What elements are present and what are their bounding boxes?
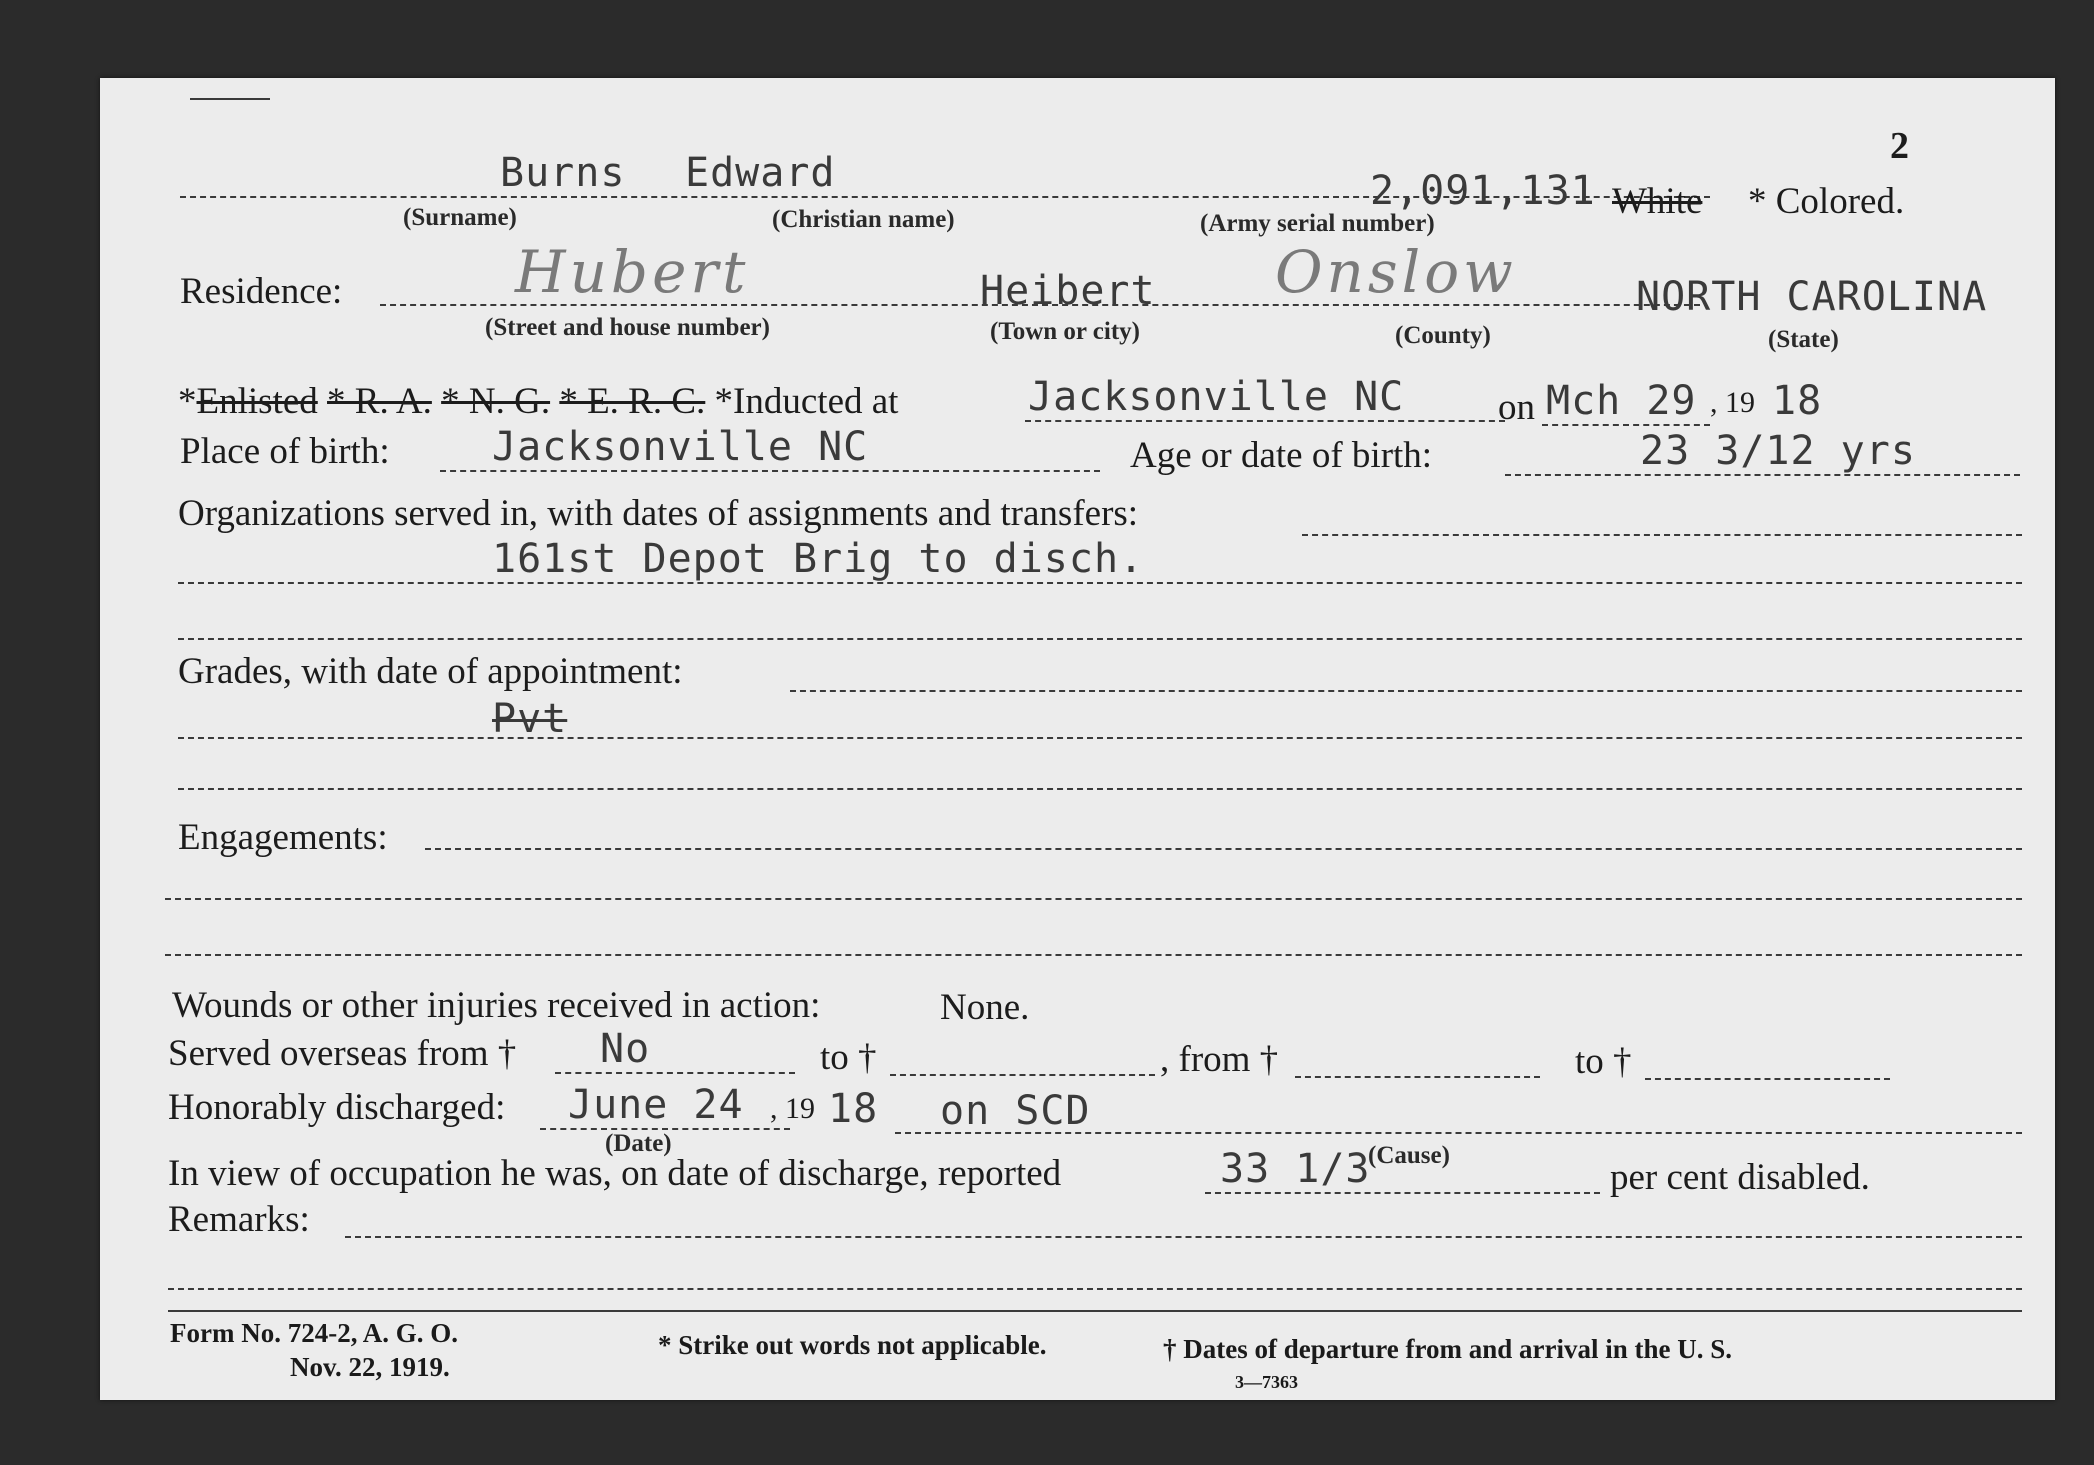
erc-option: * E. R. C. xyxy=(559,381,706,422)
birth-place-label: Place of birth: xyxy=(180,431,390,472)
remarks-line-1 xyxy=(345,1236,2022,1238)
enlisted-option: Enlisted xyxy=(196,381,318,422)
engagements-label: Engagements: xyxy=(178,817,388,858)
grades-line-3 xyxy=(178,788,2022,790)
card-number: 2 xyxy=(1890,125,1909,167)
discharge-cause-value: on SCD xyxy=(940,1088,1091,1134)
inducted-place-value: Jacksonville NC xyxy=(1028,374,1405,420)
grades-line-2 xyxy=(178,737,2022,739)
overseas-to-line-2 xyxy=(1645,1078,1890,1080)
caption-date: (Date) xyxy=(605,1130,672,1157)
overseas-from-value: No xyxy=(600,1026,651,1072)
age-label: Age or date of birth: xyxy=(1130,435,1433,476)
grades-value: Pvt xyxy=(492,696,568,742)
christian-name-value: Edward xyxy=(685,150,836,196)
induction-date-value: Mch 29 xyxy=(1546,378,1697,424)
induction-year-prefix: , 19 xyxy=(1710,386,1755,419)
overseas-from-line xyxy=(555,1072,795,1074)
overseas-from-label-2: , from † xyxy=(1160,1039,1279,1080)
on-label: on xyxy=(1498,387,1535,428)
ng-option: * N. G. xyxy=(441,381,551,422)
organizations-line-2 xyxy=(178,582,2022,584)
caption-town: (Town or city) xyxy=(990,318,1140,345)
remarks-label: Remarks: xyxy=(168,1199,310,1240)
caption-serial: (Army serial number) xyxy=(1200,210,1435,237)
age-value: 23 3/12 yrs xyxy=(1640,428,1916,474)
form-date: Nov. 22, 1919. xyxy=(290,1352,450,1382)
residence-county-handwritten: Onslow xyxy=(1275,238,1517,306)
organizations-value: 161st Depot Brig to disch. xyxy=(492,536,1145,582)
engagements-line-3 xyxy=(165,954,2022,956)
overseas-label: Served overseas from † xyxy=(168,1033,517,1074)
ra-option: * R. A. xyxy=(327,381,432,422)
age-line xyxy=(1505,474,2020,476)
remarks-line-2 xyxy=(168,1288,2022,1290)
print-code: 3—7363 xyxy=(1235,1372,1298,1392)
discharge-date-value: June 24 xyxy=(568,1082,744,1128)
organizations-line-3 xyxy=(178,638,2022,640)
overseas-from-line-2 xyxy=(1295,1076,1540,1078)
residence-street-handwritten: Hubert xyxy=(515,238,750,306)
race-colored: * Colored. xyxy=(1748,181,1905,222)
residence-state-value: NORTH CAROLINA xyxy=(1636,274,1988,320)
discharge-year-prefix: , 19 xyxy=(770,1092,815,1125)
caption-street: (Street and house number) xyxy=(485,314,770,341)
grades-label: Grades, with date of appointment: xyxy=(178,651,683,692)
induction-year-value: 18 xyxy=(1772,378,1823,424)
race-white: White xyxy=(1612,181,1703,222)
residence-town-value: Heibert xyxy=(980,268,1156,314)
organizations-label: Organizations served in, with dates of assignments and transfers: xyxy=(178,493,1139,534)
residence-label: Residence: xyxy=(180,271,343,312)
caption-christian: (Christian name) xyxy=(772,206,955,233)
disability-value: 33 1/3 xyxy=(1220,1146,1371,1192)
top-rule xyxy=(190,98,270,100)
dates-note: † Dates of departure from and arrival in the U. S. xyxy=(1163,1334,1732,1364)
footer-rule xyxy=(168,1310,2022,1312)
birth-place-value: Jacksonville NC xyxy=(492,424,869,470)
enlisted-star: * xyxy=(178,381,197,422)
engagements-line-2 xyxy=(165,898,2022,900)
discharge-label: Honorably discharged: xyxy=(168,1087,506,1128)
discharge-year-value: 18 xyxy=(828,1086,879,1132)
inducted-line xyxy=(1025,420,1505,422)
inducted-label: *Inducted at xyxy=(714,381,899,422)
overseas-to-line-1 xyxy=(890,1074,1155,1076)
engagements-line-1 xyxy=(425,848,2022,850)
form-number: Form No. 724-2, A. G. O. xyxy=(170,1318,458,1348)
wounds-label: Wounds or other injuries received in action: xyxy=(172,985,821,1026)
disability-label: In view of occupation he was, on date of discharge, reported xyxy=(168,1153,1062,1194)
caption-cause: (Cause) xyxy=(1368,1142,1450,1169)
disability-suffix: per cent disabled. xyxy=(1610,1157,1870,1198)
birth-place-line xyxy=(440,470,1100,472)
wounds-value: None. xyxy=(940,987,1030,1028)
grades-line-1 xyxy=(790,690,2022,692)
serial-number-value: 2,091,131 xyxy=(1370,168,1596,214)
caption-county: (County) xyxy=(1395,322,1491,349)
caption-state: (State) xyxy=(1768,326,1839,353)
overseas-to-label-1: to † xyxy=(820,1037,877,1078)
overseas-to-label-2: to † xyxy=(1575,1041,1632,1082)
caption-surname: (Surname) xyxy=(403,204,517,231)
disability-line xyxy=(1205,1192,1600,1194)
organizations-line-1 xyxy=(1302,534,2022,536)
strike-note: * Strike out words not applicable. xyxy=(658,1330,1047,1360)
surname-value: Burns xyxy=(500,150,626,196)
induction-date-line xyxy=(1542,424,1710,426)
service-record-card xyxy=(100,78,2055,1400)
